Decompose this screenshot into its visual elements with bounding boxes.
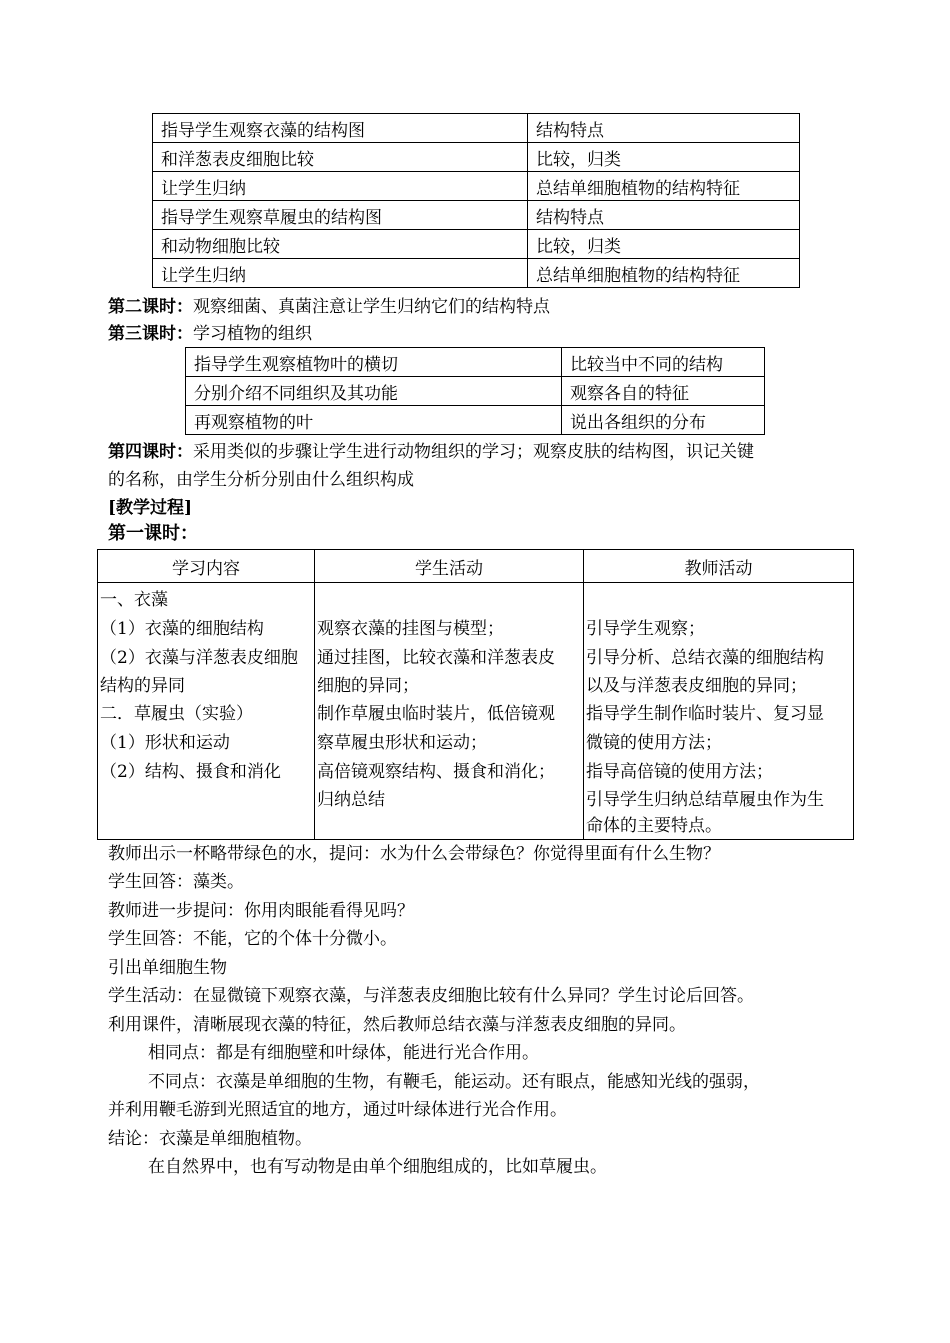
paragraph: 学生活动：在显微镜下观察衣藻，与洋葱表皮细胞比较有什么异同？学生讨论后回答。 <box>108 986 754 1006</box>
cell-line: 细胞的异同； <box>317 676 419 696</box>
cell-line: （2）结构、摄食和消化 <box>100 762 281 782</box>
table-cell: 总结单细胞植物的结构特征 <box>528 172 800 201</box>
table-row <box>153 114 800 143</box>
steps-table-lesson3 <box>185 347 765 435</box>
table-cell: 和动物细胞比较 <box>153 230 528 259</box>
lesson2-line <box>108 295 550 319</box>
cell-line: 引导学生归纳总结草履虫作为生 <box>586 790 824 810</box>
table-cell: 观察各自的特征 <box>562 377 765 406</box>
cell-line: 命体的主要特点。 <box>586 816 722 836</box>
paragraph: 教师进一步提问：你用肉眼能看得见吗？ <box>108 901 414 921</box>
table-row <box>153 172 800 201</box>
table-cell: 分别介绍不同组织及其功能 <box>186 377 562 406</box>
lesson4-line <box>108 440 754 464</box>
table-cell: 让学生归纳 <box>153 259 528 288</box>
paragraph: 在自然界中，也有写动物是由单个细胞组成的，比如草履虫。 <box>148 1157 607 1177</box>
paragraph: 引出单细胞生物 <box>108 958 227 978</box>
table-cell: 再观察植物的叶 <box>186 406 562 435</box>
table-cell: 指导学生观察植物叶的横切 <box>186 348 562 377</box>
cell-line: 二．草履虫（实验） <box>100 704 253 724</box>
cell-line: 一、衣藻 <box>100 590 168 610</box>
table-cell: 比较，归类 <box>528 230 800 259</box>
table-row <box>98 583 854 840</box>
cell-line: 引导学生观察； <box>586 619 705 639</box>
table-row <box>153 201 800 230</box>
paragraph: 利用课件，清晰展现衣藻的特征，然后教师总结衣藻与洋葱表皮细胞的异同。 <box>108 1015 686 1035</box>
lesson3-label: 第三课时： <box>108 324 193 344</box>
table-cell: 总结单细胞植物的结构特征 <box>528 259 800 288</box>
table-cell: 和洋葱表皮细胞比较 <box>153 143 528 172</box>
cell-line: 察草履虫形状和运动； <box>317 733 487 753</box>
header-content: 学习内容 <box>98 550 315 583</box>
lesson4-text1: 采用类似的步骤让学生进行动物组织的学习；观察皮肤的结构图，识记关键 <box>193 442 754 462</box>
paragraph: 学生回答：藻类。 <box>108 872 244 892</box>
table-cell: 结构特点 <box>528 114 800 143</box>
header-student: 学生活动 <box>315 550 584 583</box>
paragraph: 并利用鞭毛游到光照适宜的地方，通过叶绿体进行光合作用。 <box>108 1100 567 1120</box>
table-cell: 比较当中不同的结构 <box>562 348 765 377</box>
cell-line: （2）衣藻与洋葱表皮细胞 <box>100 648 298 668</box>
cell-line: 高倍镜观察结构、摄食和消化； <box>317 762 555 782</box>
table-cell: 说出各组织的分布 <box>562 406 765 435</box>
teaching-process-table <box>97 549 854 840</box>
cell-line: 以及与洋葱表皮细胞的异同； <box>586 676 807 696</box>
table-row <box>153 259 800 288</box>
lesson2-text: 观察细菌、真菌注意让学生归纳它们的结构特点 <box>193 297 550 317</box>
student-cell <box>315 583 584 840</box>
lesson3-line <box>108 322 312 346</box>
table-row <box>153 143 800 172</box>
lesson1-heading: 第一课时： <box>108 523 198 544</box>
cell-line: 指导学生制作临时装片、复习显 <box>586 704 824 724</box>
table-cell: 让学生归纳 <box>153 172 528 201</box>
cell-line: （1）衣藻的细胞结构 <box>100 619 264 639</box>
cell-line: （1）形状和运动 <box>100 733 230 753</box>
paragraph: 相同点：都是有细胞壁和叶绿体，能进行光合作用。 <box>148 1043 539 1063</box>
cell-line: 结构的异同 <box>100 676 185 696</box>
lesson3-text: 学习植物的组织 <box>193 324 312 344</box>
table-cell: 指导学生观察草履虫的结构图 <box>153 201 528 230</box>
lesson4-line2: 的名称，由学生分析分别由什么组织构成 <box>108 470 414 490</box>
cell-line: 指导高倍镜的使用方法； <box>586 762 773 782</box>
table-cell: 指导学生观察衣藻的结构图 <box>153 114 528 143</box>
process-heading: [教学过程] <box>108 498 193 518</box>
table-cell: 结构特点 <box>528 201 800 230</box>
cell-line: 制作草履虫临时装片，低倍镜观 <box>317 704 555 724</box>
steps-table-lesson1 <box>152 113 800 288</box>
cell-line: 微镜的使用方法； <box>586 733 722 753</box>
paragraph: 教师出示一杯略带绿色的水，提问：水为什么会带绿色？你觉得里面有什么生物？ <box>108 844 720 864</box>
table-cell: 比较，归类 <box>528 143 800 172</box>
paragraph: 学生回答：不能，它的个体十分微小。 <box>108 929 397 949</box>
cell-line: 通过挂图，比较衣藻和洋葱表皮 <box>317 648 555 668</box>
cell-line: 归纳总结 <box>317 790 385 810</box>
lesson2-label: 第二课时： <box>108 297 193 317</box>
cell-line: 引导分析、总结衣藻的细胞结构 <box>586 648 824 668</box>
lesson4-label: 第四课时： <box>108 442 193 462</box>
table-row <box>186 348 765 377</box>
paragraph: 不同点：衣藻是单细胞的生物，有鞭毛，能运动。还有眼点，能感知光线的强弱， <box>148 1072 760 1092</box>
header-teacher: 教师活动 <box>584 550 854 583</box>
table-row <box>153 230 800 259</box>
teacher-cell <box>584 583 854 840</box>
table-row <box>186 377 765 406</box>
cell-line: 观察衣藻的挂图与模型； <box>317 619 504 639</box>
table-header-row <box>98 550 854 583</box>
paragraph: 结论：衣藻是单细胞植物。 <box>108 1129 312 1149</box>
table-row <box>186 406 765 435</box>
content-cell <box>98 583 315 840</box>
